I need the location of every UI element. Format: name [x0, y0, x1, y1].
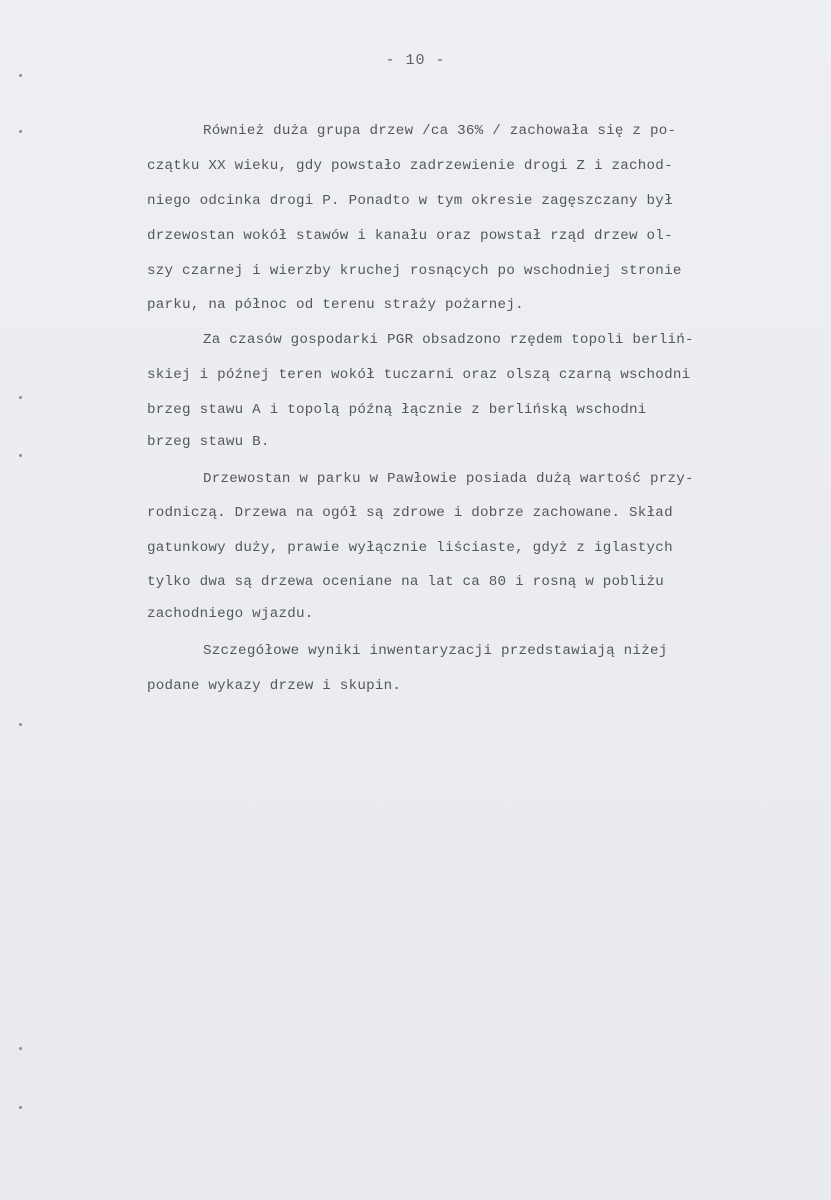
text-line: rodniczą. Drzewa na ogół są zdrowe i dobrze zachowane. Skład	[147, 505, 673, 521]
binding-hole-mark	[19, 130, 22, 133]
text-line: szy czarnej i wierzby kruchej rosnących po wschodniej stronie	[147, 263, 682, 279]
text-line: Za czasów gospodarki PGR obsadzono rzędem topoli berliń-	[203, 332, 694, 348]
binding-hole-mark	[19, 1106, 22, 1109]
text-line: Również duża grupa drzew /ca 36% / zachowała się z po-	[203, 123, 677, 139]
text-line: czątku XX wieku, gdy powstało zadrzewienie drogi Z i zachod-	[147, 158, 673, 174]
text-line: tylko dwa są drzewa oceniane na lat ca 80 i rosną w pobliżu	[147, 574, 665, 590]
binding-hole-mark	[19, 454, 22, 457]
text-line: brzeg stawu B.	[147, 434, 270, 450]
binding-hole-mark	[19, 723, 22, 726]
binding-hole-mark	[19, 1047, 22, 1050]
text-line: Drzewostan w parku w Pawłowie posiada dużą wartość przy-	[203, 471, 694, 487]
binding-hole-mark	[19, 396, 22, 399]
text-line: brzeg stawu A i topolą późną łącznie z berlińską wschodni	[147, 402, 647, 418]
text-line: gatunkowy duży, prawie wyłącznie liściaste, gdyż z iglastych	[147, 540, 673, 556]
text-line: podane wykazy drzew i skupin.	[147, 678, 402, 694]
text-line: zachodniego wjazdu.	[147, 606, 314, 622]
text-line: niego odcinka drogi P. Ponadto w tym okresie zagęszczany był	[147, 193, 673, 209]
text-line: drzewostan wokół stawów i kanału oraz powstał rząd drzew ol-	[147, 228, 673, 244]
page-number: - 10 -	[385, 52, 446, 69]
binding-hole-mark	[19, 74, 22, 77]
text-line: parku, na północ od terenu straży pożarnej.	[147, 297, 524, 313]
text-line: Szczegółowe wyniki inwentaryzacji przedstawiają niżej	[203, 643, 668, 659]
text-line: skiej i późnej teren wokół tuczarni oraz olszą czarną wschodni	[147, 367, 691, 383]
